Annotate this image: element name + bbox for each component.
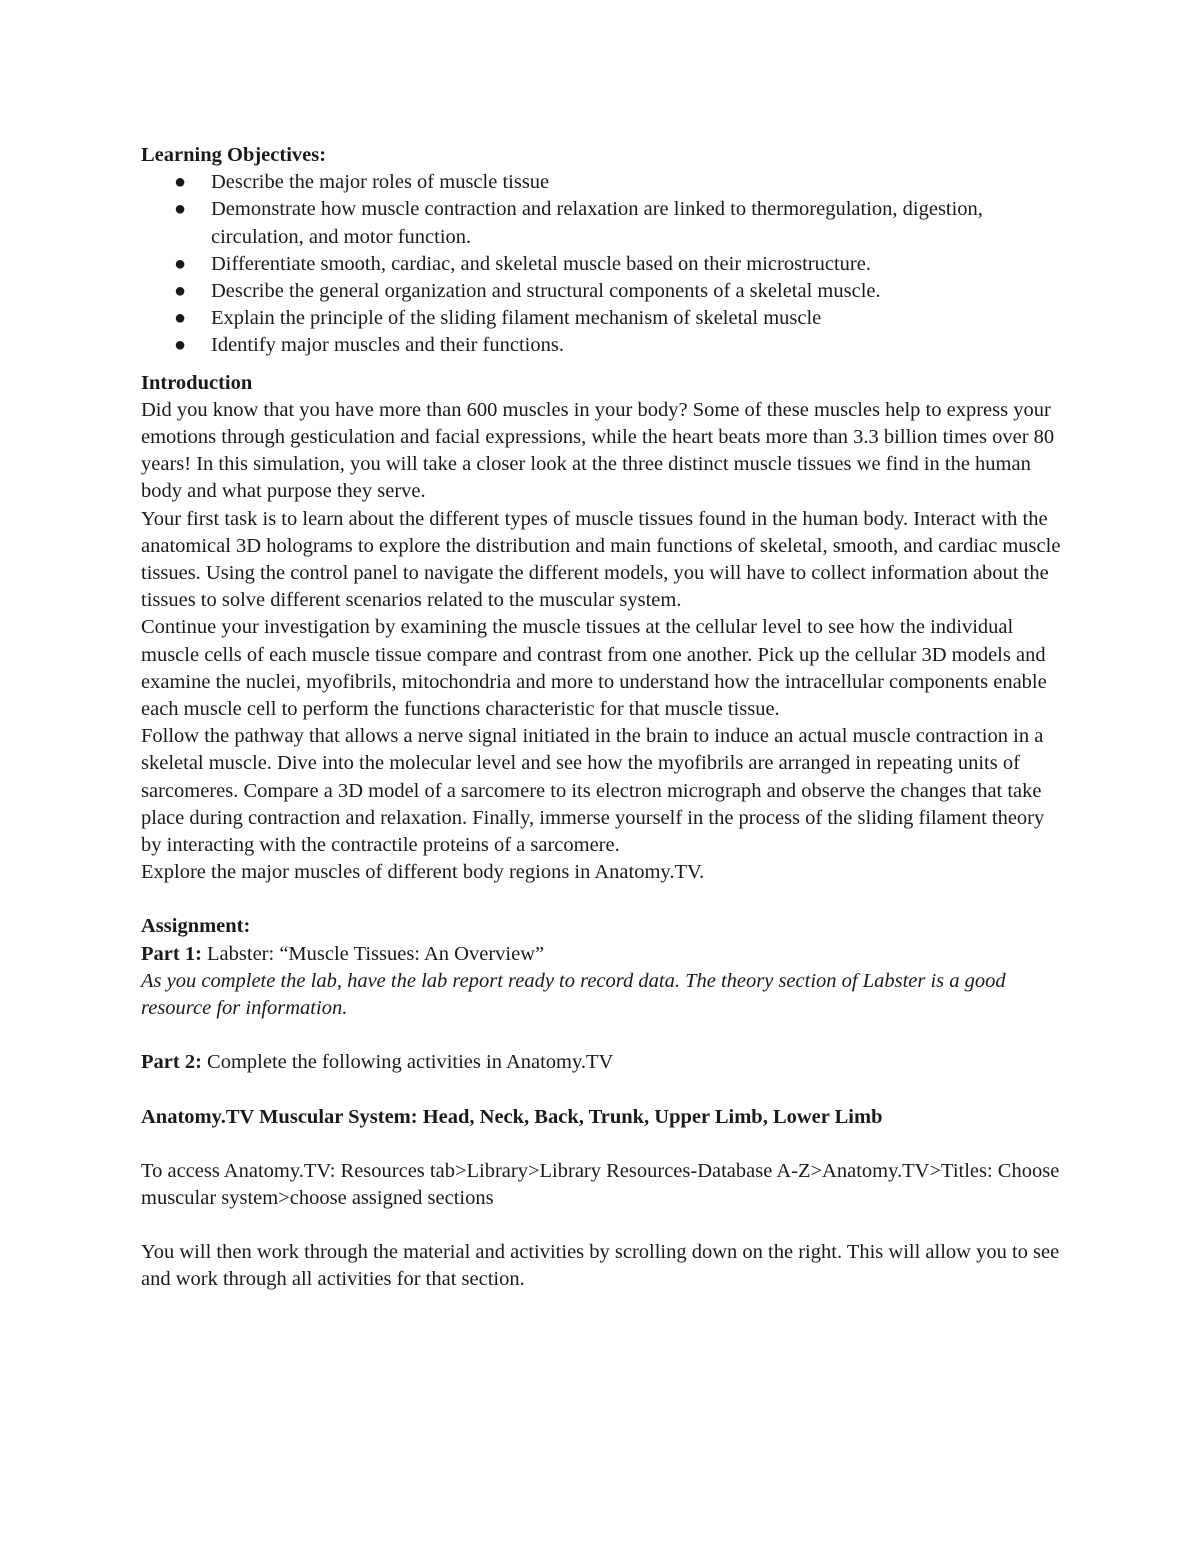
objective-text: Describe the general organization and structural components of a skeletal muscle.	[211, 280, 881, 303]
introduction-heading: Introduction	[141, 371, 253, 394]
objective-item	[174, 278, 1066, 305]
anatomy-tv-subheading: Anatomy.TV Muscular System: Head, Neck, Back, Trunk, Upper Limb, Lower Limb	[141, 1105, 883, 1128]
part2-line	[141, 1049, 1066, 1076]
bullet-icon: ●	[174, 307, 187, 330]
objective-item	[174, 169, 1066, 196]
part1-note: As you complete the lab, have the lab report ready to record data. The theory section of Labster is a good resource for information.	[141, 969, 1006, 1020]
objective-text: Identify major muscles and their functions.	[211, 334, 564, 357]
bullet-icon: ●	[174, 198, 187, 221]
introduction-paragraph: Did you know that you have more than 600 muscles in your body? Some of these muscles help to express your emotions through gesticulation and facial expressions, while the heart beats more than 3.3 billion times over 80 years! In this simulation, you will take a closer look at the three distinct muscle tissues we find in the human body and what purpose they serve.	[141, 398, 1055, 503]
objectives-list	[141, 169, 1066, 359]
bullet-icon: ●	[174, 171, 187, 194]
objective-item	[174, 196, 1066, 250]
document-page	[141, 142, 1066, 1294]
closing-instructions: You will then work through the material and activities by scrolling down on the right. This will allow you to see and work through all activities for that section.	[141, 1241, 1060, 1291]
part1-line	[141, 941, 1066, 968]
objective-text: Demonstrate how muscle contraction and relaxation are linked to thermoregulation, digestion, circulation, and motor function.	[211, 198, 983, 248]
bullet-icon: ●	[174, 280, 187, 303]
bullet-icon: ●	[174, 334, 187, 357]
assignment-section	[141, 913, 1066, 1293]
part2-label: Part 2:	[141, 1051, 202, 1074]
introduction-section	[141, 370, 1066, 887]
introduction-paragraph: Continue your investigation by examining the muscle tissues at the cellular level to see how the individual muscle cells of each muscle tissue compare and contrast from one another. Pick up the cellular 3D models and examine the nuclei, myofibrils, mitochondria and more to understand how the intracellular components enable each muscle cell to perform the functions characteristic for that muscle tissue.	[141, 616, 1047, 721]
objective-text: Differentiate smooth, cardiac, and skeletal muscle based on their microstructure.	[211, 252, 871, 275]
objective-text: Describe the major roles of muscle tissue	[211, 171, 550, 194]
bullet-icon: ●	[174, 252, 187, 275]
objectives-heading: Learning Objectives:	[141, 144, 327, 166]
introduction-paragraph: Follow the pathway that allows a nerve signal initiated in the brain to induce an actual muscle contraction in a skeletal muscle. Dive into the molecular level and see how the myofibrils are arranged in repeating units of sarcomeres. Compare a 3D model of a sarcomere to its electron micrograph and observe the changes that take place during contraction and relaxation. Finally, immerse yourself in the process of the sliding filament theory by interacting with the contractile proteins of a sarcomere.	[141, 725, 1045, 857]
part1-label: Part 1:	[141, 942, 202, 965]
access-instructions: To access Anatomy.TV: Resources tab>Library>Library Resources-Database A-Z>Anatomy.TV>Titles: Choose muscular system>choose assigned sections	[141, 1159, 1060, 1209]
objective-text: Explain the principle of the sliding filament mechanism of skeletal muscle	[211, 307, 822, 330]
introduction-paragraph: Your first task is to learn about the different types of muscle tissues found in the human body. Interact with the anatomical 3D holograms to explore the distribution and main functions of skeletal, smooth, and cardiac muscle tissues. Using the control panel to navigate the different models, you will have to collect information about the tissues to solve different scenarios related to the muscular system.	[141, 507, 1061, 612]
part2-text: Complete the following activities in Anatomy.TV	[201, 1051, 614, 1074]
assignment-heading: Assignment:	[141, 915, 251, 938]
introduction-paragraph: Explore the major muscles of different body regions in Anatomy.TV.	[141, 861, 705, 884]
objective-item	[174, 332, 1066, 359]
objective-item	[174, 305, 1066, 332]
objective-item	[174, 251, 1066, 278]
part1-text: Labster: “Muscle Tissues: An Overview”	[201, 942, 545, 965]
